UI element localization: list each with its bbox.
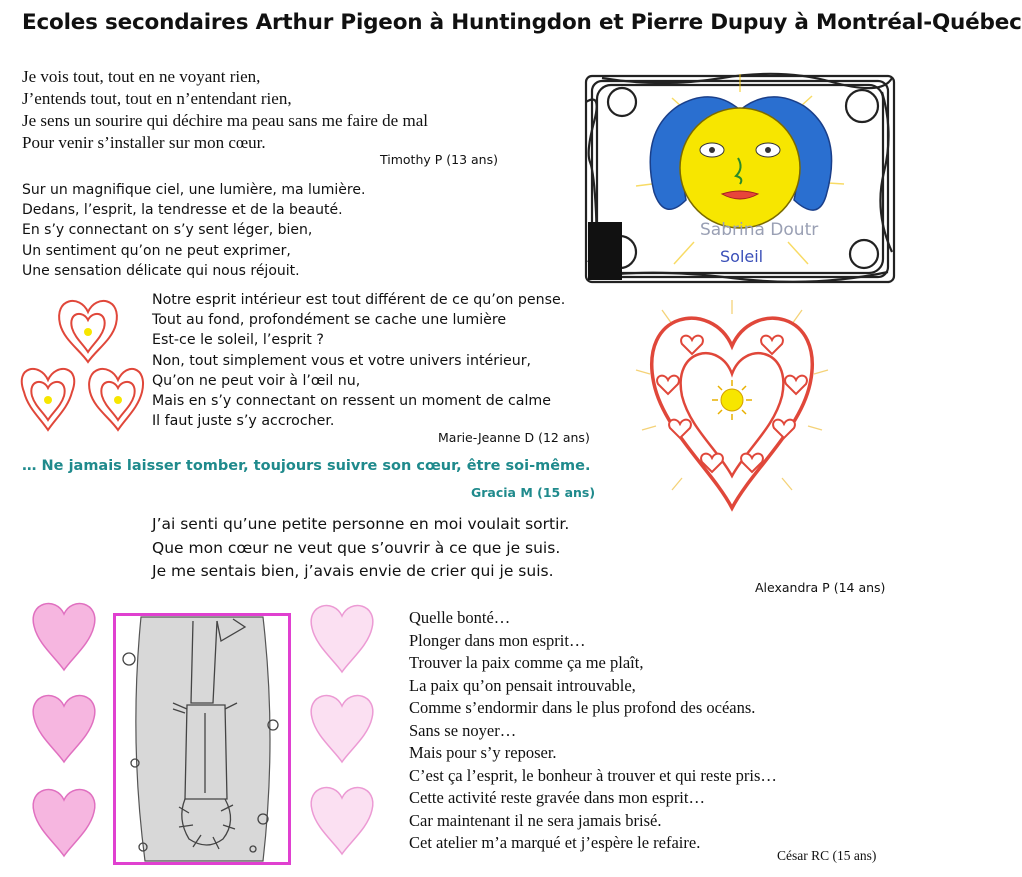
poem-line: Dedans, l’esprit, la tendresse et de la beauté. [22,202,343,219]
poem-author: Alexandra P (14 ans) [755,580,886,595]
sun-drawing [582,72,898,286]
pink-hearts-left [28,598,102,866]
poem-line: En s’y connectant on s’y sent léger, bien, [22,222,313,239]
highlight-quote: … Ne jamais laisser tomber, toujours suivre son cœur, être soi-même. [22,458,591,474]
poem-line: C’est ça l’esprit, le bonheur à trouver et qui reste pris… [409,765,777,785]
poem-line: Quelle bonté… [409,608,511,627]
page-title: Ecoles secondaires Arthur Pigeon à Huntingdon et Pierre Dupuy à Montréal-Québec [22,10,1022,35]
poem-line: Mais en s’y connectant on ressent un moment de calme [152,393,551,410]
poem-line: Mais pour s’y reposer. [409,743,557,762]
drawing-caption: Soleil [720,247,764,266]
pink-hearts-right [306,600,380,866]
poem-author: Timothy P (13 ans) [380,152,498,167]
poem-line: Plonger dans mon esprit… [409,630,586,650]
heart-sun-drawing [632,300,832,514]
poem-line: Une sensation délicate qui nous réjouit. [22,262,300,279]
poem-line: Trouver la paix comme ça me plaît, [409,653,644,672]
poem-sky [22,180,365,281]
poem-line: Est-ce le soleil, l’esprit ? [152,332,324,349]
poem-line: Sur un magnifique ciel, une lumière, ma lumière. [22,182,366,198]
poem-line: Je me sentais bien, j’avais envie de crier qui je suis. [152,562,554,580]
poem-line: Cet atelier m’a marqué et j’espère le refaire. [409,833,701,852]
poem-line: Tout au fond, profondément se cache une lumière [152,312,507,329]
poem-line: Non, tout simplement vous et votre univers intérieur, [152,352,532,369]
poem-alexandra [152,513,569,584]
poem-author: César RC (15 ans) [777,848,877,863]
poem-line: Je sens un sourire qui déchire ma peau sans me faire de mal [22,111,428,130]
poem-line: Car maintenant il ne sera jamais brisé. [409,810,662,830]
poem-line: La paix qu’on pensait introuvable, [409,675,636,695]
poem-author: Marie-Jeanne D (12 ans) [438,430,590,445]
poem-timothy [22,66,428,154]
poem-line: Comme s’endormir dans le plus profond des océans. [409,698,756,717]
poem-line: Cette activité reste gravée dans mon esprit… [409,788,705,807]
figure-drawing [113,613,291,865]
poem-line: Il faut juste s’y accrocher. [152,413,335,430]
poem-line: Un sentiment qu’on ne peut exprimer, [22,242,291,259]
drawing-signature: Sabrina Doutr [700,220,819,240]
poem-cesar [409,607,777,855]
quote-author: Gracia M (15 ans) [471,485,596,500]
poem-line: Pour venir s’installer sur mon cœur. [22,133,266,152]
poem-line: Sans se noyer… [409,720,517,740]
poem-line: Qu’on ne peut voir à l’œil nu, [152,372,361,389]
poem-marie-jeanne [152,290,565,431]
poem-line: Notre esprit intérieur est tout différent de ce qu’on pense. [152,292,566,308]
poem-line: Que mon cœur ne veut que s’ouvrir à ce que je suis. [152,538,561,557]
small-hearts-drawing [20,292,148,432]
poem-line: J’entends tout, tout en n’entendant rien, [22,89,292,108]
poem-line: J’ai senti qu’une petite personne en moi voulait sortir. [152,515,570,533]
poem-line: Je vois tout, tout en ne voyant rien, [22,67,261,86]
